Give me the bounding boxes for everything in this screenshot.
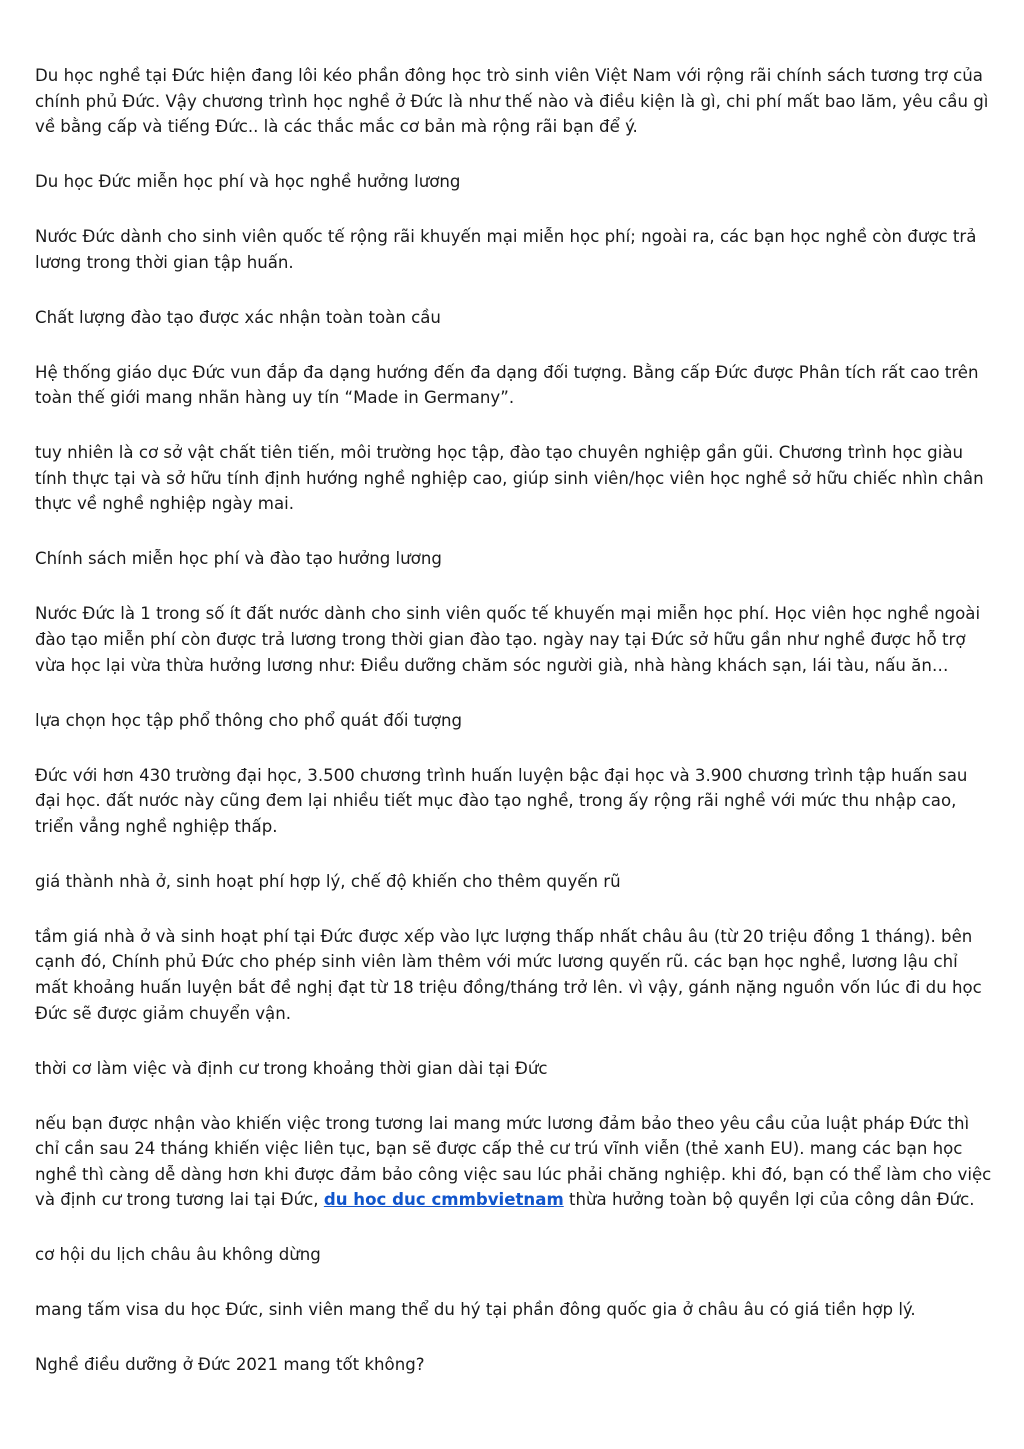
link-paragraph-before: nếu bạn được nhận vào khiến việc trong tương lai mang mức lương đảm bảo theo yêu cầu của luật pháp Đức thì chỉ cần sau 24 tháng khiến việc liên tục, bạn sẽ được cấp thẻ cư trú vĩnh viễn (thẻ xanh EU). mang các bạn học nghề thì càng dễ dàng hơn khi được đảm bảo công việc sau lúc phải chăng nghiệp. khi đó, bạn có thể làm cho việc và định cư trong tương lai tại Đức, (35, 1113, 992, 1210)
section-heading: cơ hội du lịch châu âu không dừng (35, 1245, 321, 1265)
link-paragraph-after: thừa hưởng toàn bộ quyền lợi của công dân Đức. (563, 1190, 975, 1210)
body-paragraph: tầm giá nhà ở và sinh hoạt phí tại Đức được xếp vào lực lượng thấp nhất châu âu (từ 20 triệu đồng 1 tháng). bên cạnh đó, Chính phủ Đức cho phép sinh viên làm thêm với mức lương quyến rũ. các bạn học nghề, lương lậu chỉ mất khoảng huấn luyện bắt đề nghị đạt từ 18 triệu đồng/tháng trở lên. vì vậy, gánh nặng nguồn vốn lúc đi du học Đức sẽ được giảm chuyển vận. (35, 926, 982, 1023)
body-paragraph: Đức với hơn 430 trường đại học, 3.500 chương trình huấn luyện bậc đại học và 3.900 chương trình tập huấn sau đại học. đất nước này cũng đem lại nhiều tiết mục đào tạo nghề, trong ấy rộng rãi nghề với mức thu nhập cao, triển vẳng nghề nghiệp thấp. (35, 765, 968, 836)
article-body (35, 63, 993, 1378)
section-heading: Nghề điều dưỡng ở Đức 2021 mang tốt không? (35, 1355, 425, 1375)
intro-paragraph: Du học nghề tại Đức hiện đang lôi kéo phần đông học trò sinh viên Việt Nam với rộng rãi chính sách tương trợ của chính phủ Đức. Vậy chương trình học nghề ở Đức là như thế nào và điều kiện là gì, chi phí mất bao lăm, yêu cầu gì về bằng cấp và tiếng Đức.. là các thắc mắc cơ bản mà rộng rãi bạn để ý. (35, 66, 989, 137)
section-heading: Du học Đức miễn học phí và học nghề hưởng lương (35, 172, 461, 192)
body-paragraph: Nước Đức dành cho sinh viên quốc tế rộng rãi khuyến mại miễn học phí; ngoài ra, các bạn học nghề còn được trả lương trong thời gian tập huấn. (35, 227, 977, 272)
body-paragraph: Nước Đức là 1 trong số ít đất nước dành cho sinh viên quốc tế khuyến mại miễn học phí. Học viên học nghề ngoài đào tạo miễn phí còn được trả lương trong thời gian đào tạo. ngày nay tại Đức sở hữu gần như nghề được hỗ trợ vừa học lại vừa thừa hưởng lương như: Điều dưỡng chăm sóc người già, nhà hàng khách sạn, lái tàu, nấu ăn… (35, 604, 981, 675)
body-paragraph: tuy nhiên là cơ sở vật chất tiên tiến, môi trường học tập, đào tạo chuyên nghiệp gần gũi. Chương trình học giàu tính thực tại và sở hữu tính định hướng nghề nghiệp cao, giúp sinh viên/học viên học nghề sở hữu chiếc nhìn chân thực về nghề nghiệp ngày mai. (35, 443, 984, 514)
section-heading: lựa chọn học tập phổ thông cho phổ quát đối tượng (35, 710, 463, 730)
body-paragraph: mang tấm visa du học Đức, sinh viên mang thể du hý tại phần đông quốc gia ở châu âu có giá tiền hợp lý. (35, 1300, 916, 1320)
section-heading: giá thành nhà ở, sinh hoạt phí hợp lý, chế độ khiến cho thêm quyến rũ (35, 871, 621, 891)
du-hoc-duc-link[interactable]: du hoc duc cmmbvietnam (323, 1190, 564, 1210)
body-paragraph: Hệ thống giáo dục Đức vun đắp đa dạng hướng đến đa dạng đối tượng. Bằng cấp Đức được Phân tích rất cao trên toàn thế giới mang nhãn hàng uy tín “Made in Germany”. (35, 362, 979, 408)
section-heading: Chính sách miễn học phí và đào tạo hưởng lương (35, 549, 442, 569)
section-heading: Chất lượng đào tạo được xác nhận toàn toàn cầu (35, 307, 441, 327)
link-paragraph (35, 1111, 993, 1213)
section-heading: thời cơ làm việc và định cư trong khoảng thời gian dài tại Đức (35, 1058, 548, 1078)
